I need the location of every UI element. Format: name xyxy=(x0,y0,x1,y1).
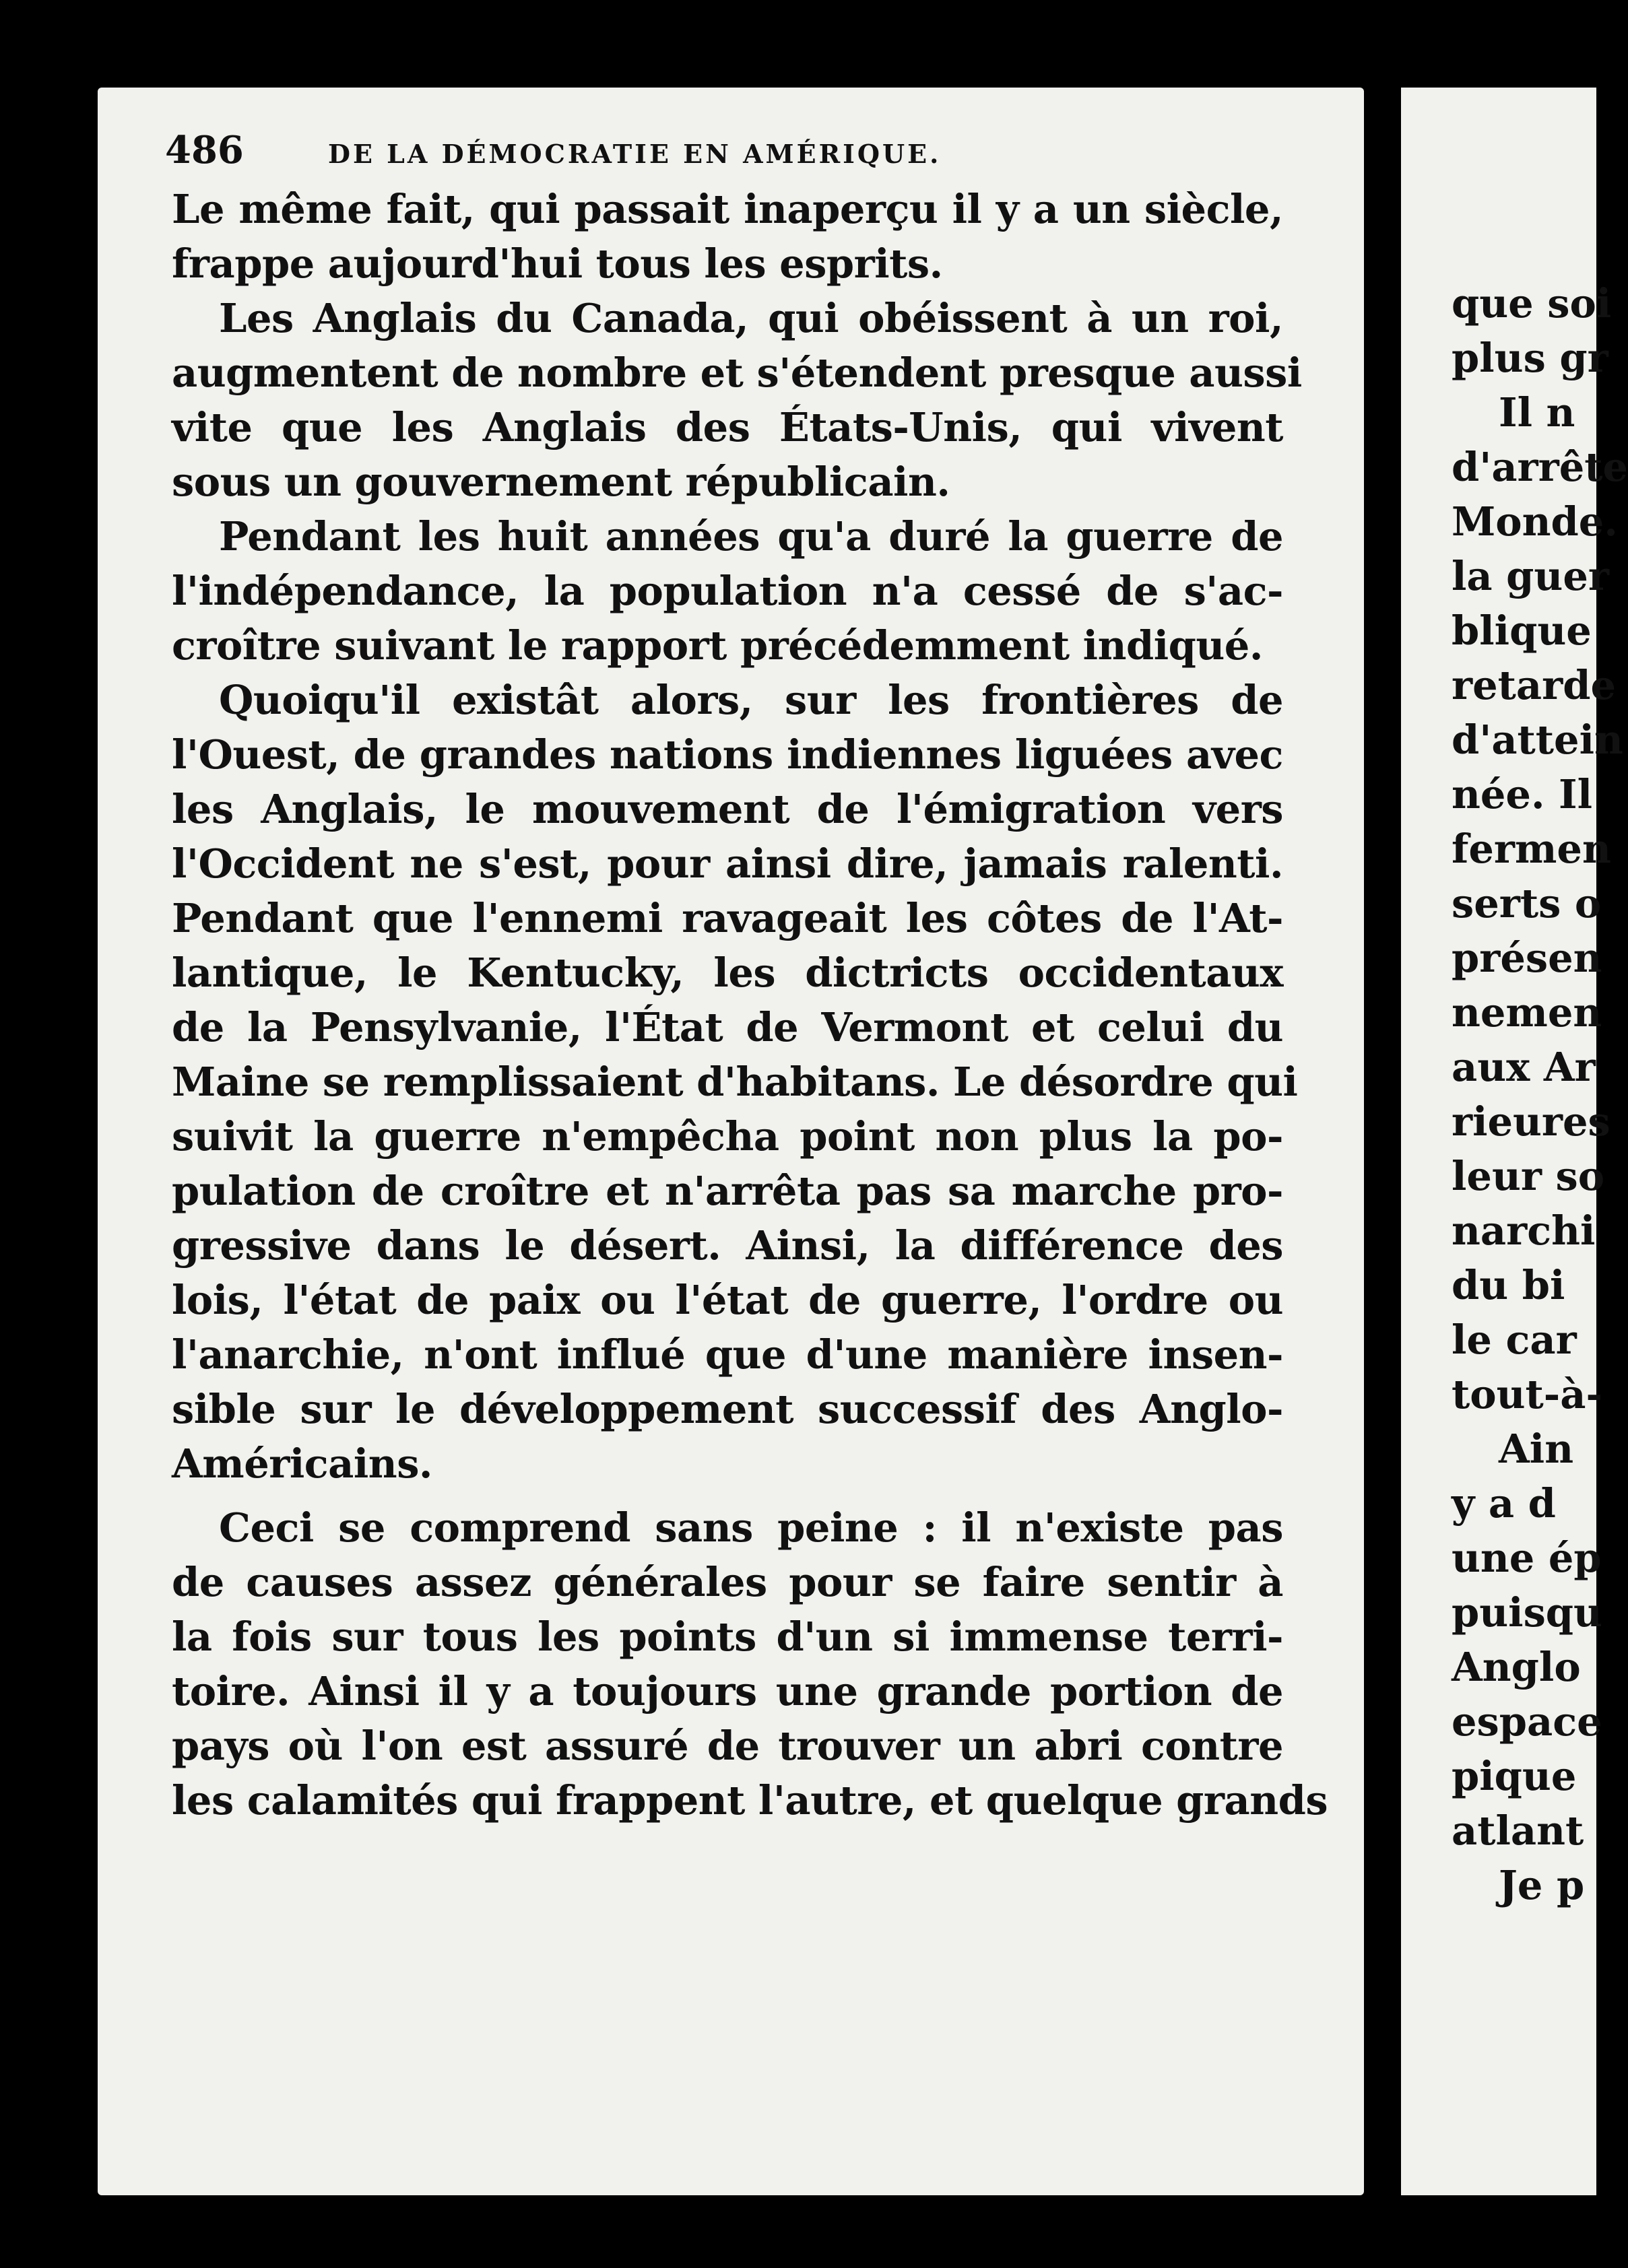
fragment-line: le car xyxy=(1452,1316,1577,1363)
fragment-line: une ép xyxy=(1452,1535,1602,1581)
fragment-line: nemen xyxy=(1452,989,1602,1036)
text-line: Américains. xyxy=(172,1440,432,1487)
fragment-line: espace xyxy=(1452,1698,1602,1745)
body-text xyxy=(172,182,1328,1828)
text-line: Maine se remplissaient d'habitans. Le désordre qui xyxy=(172,1059,1298,1105)
text-line: Quoiqu'il existât alors, sur les frontières de xyxy=(219,677,1283,723)
text-line: Le même fait, qui passait inaperçu il y a un siècle, xyxy=(172,186,1283,232)
text-line: augmentent de nombre et s'étendent presque aussi xyxy=(172,349,1302,396)
fragment-line: Ain xyxy=(1499,1426,1574,1472)
text-line: Pendant que l'ennemi ravageait les côtes de l'At- xyxy=(172,895,1283,941)
text-line: Les Anglais du Canada, qui obéissent à un roi, xyxy=(219,295,1283,341)
fragment-line: serts o xyxy=(1452,880,1602,927)
paragraph-gap xyxy=(172,1491,1283,1500)
fragment-line: plus gr xyxy=(1452,335,1608,381)
text-line: sible sur le développement successif des Anglo- xyxy=(172,1386,1283,1432)
fragment-line: présen xyxy=(1452,935,1602,981)
fragment-line: atlant xyxy=(1452,1807,1584,1854)
fragment-line: narchi xyxy=(1452,1207,1596,1254)
fragment-line: pique xyxy=(1452,1753,1577,1799)
text-line: la fois sur tous les points d'un si immense terri- xyxy=(172,1613,1283,1660)
text-line: vite que les Anglais des États-Unis, qui vivent xyxy=(172,404,1283,451)
right-page-text-fragments xyxy=(1452,276,1628,1912)
text-line: de causes assez générales pour se faire sentir à xyxy=(172,1559,1283,1605)
fragment-line: rieures xyxy=(1452,1098,1610,1145)
fragment-line: Monde. xyxy=(1452,498,1618,545)
text-line: les calamités qui frappent l'autre, et quelque grands xyxy=(172,1777,1328,1824)
fragment-line: tout-à- xyxy=(1452,1371,1602,1418)
fragment-line: Je p xyxy=(1499,1862,1585,1908)
fragment-line: du bi xyxy=(1452,1262,1565,1308)
fragment-line: d'arrête xyxy=(1452,444,1628,490)
fragment-line: aux Ar xyxy=(1452,1044,1596,1090)
text-line: lois, l'état de paix ou l'état de guerre, l'ordre ou xyxy=(172,1277,1283,1323)
text-line: pulation de croître et n'arrêta pas sa marche pro- xyxy=(172,1168,1283,1214)
fragment-line: puisqu xyxy=(1452,1589,1602,1636)
text-line: pays où l'on est assuré de trouver un abri contre xyxy=(172,1723,1283,1769)
running-head: DE LA DÉMOCRATIE EN AMÉRIQUE. xyxy=(328,139,942,169)
text-line: l'Ouest, de grandes nations indiennes liguées avec xyxy=(172,731,1283,778)
text-line: Pendant les huit années qu'a duré la guerre de xyxy=(219,513,1283,560)
fragment-line: y a d xyxy=(1452,1480,1556,1527)
fragment-line: la guer xyxy=(1452,553,1609,599)
text-line: l'indépendance, la population n'a cessé de s'ac- xyxy=(172,568,1283,614)
text-line: sous un gouvernement républicain. xyxy=(172,459,950,505)
fragment-line: d'attein xyxy=(1452,716,1623,763)
page-header xyxy=(165,128,1175,189)
text-line: toire. Ainsi il y a toujours une grande portion de xyxy=(172,1668,1283,1714)
text-line: de la Pensylvanie, l'État de Vermont et celui du xyxy=(172,1004,1283,1050)
fragment-line: née. Il xyxy=(1452,771,1593,818)
fragment-line: Il n xyxy=(1499,389,1575,436)
fragment-line: retarde xyxy=(1452,662,1616,708)
text-line: suivit la guerre n'empêcha point non plus la po- xyxy=(172,1113,1283,1160)
text-line: l'anarchie, n'ont influé que d'une manière insen- xyxy=(172,1331,1283,1378)
page-number: 486 xyxy=(165,128,244,172)
text-line: lantique, le Kentucky, les dictricts occidentaux xyxy=(172,949,1283,996)
text-line: gressive dans le désert. Ainsi, la différence des xyxy=(172,1222,1283,1269)
text-line: frappe aujourd'hui tous les esprits. xyxy=(172,240,943,287)
fragment-line: que soi xyxy=(1452,280,1612,327)
text-line: croître suivant le rapport précédemment indiqué. xyxy=(172,622,1263,669)
text-line: les Anglais, le mouvement de l'émigration vers xyxy=(172,786,1283,832)
fragment-line: leur so xyxy=(1452,1153,1605,1199)
fragment-line: Anglo xyxy=(1452,1644,1581,1690)
text-line: Ceci se comprend sans peine : il n'existe pas xyxy=(219,1504,1283,1551)
fragment-line: fermen xyxy=(1452,826,1611,872)
fragment-line: blique xyxy=(1452,607,1592,654)
text-line: l'Occident ne s'est, pour ainsi dire, jamais ralenti. xyxy=(172,840,1283,887)
